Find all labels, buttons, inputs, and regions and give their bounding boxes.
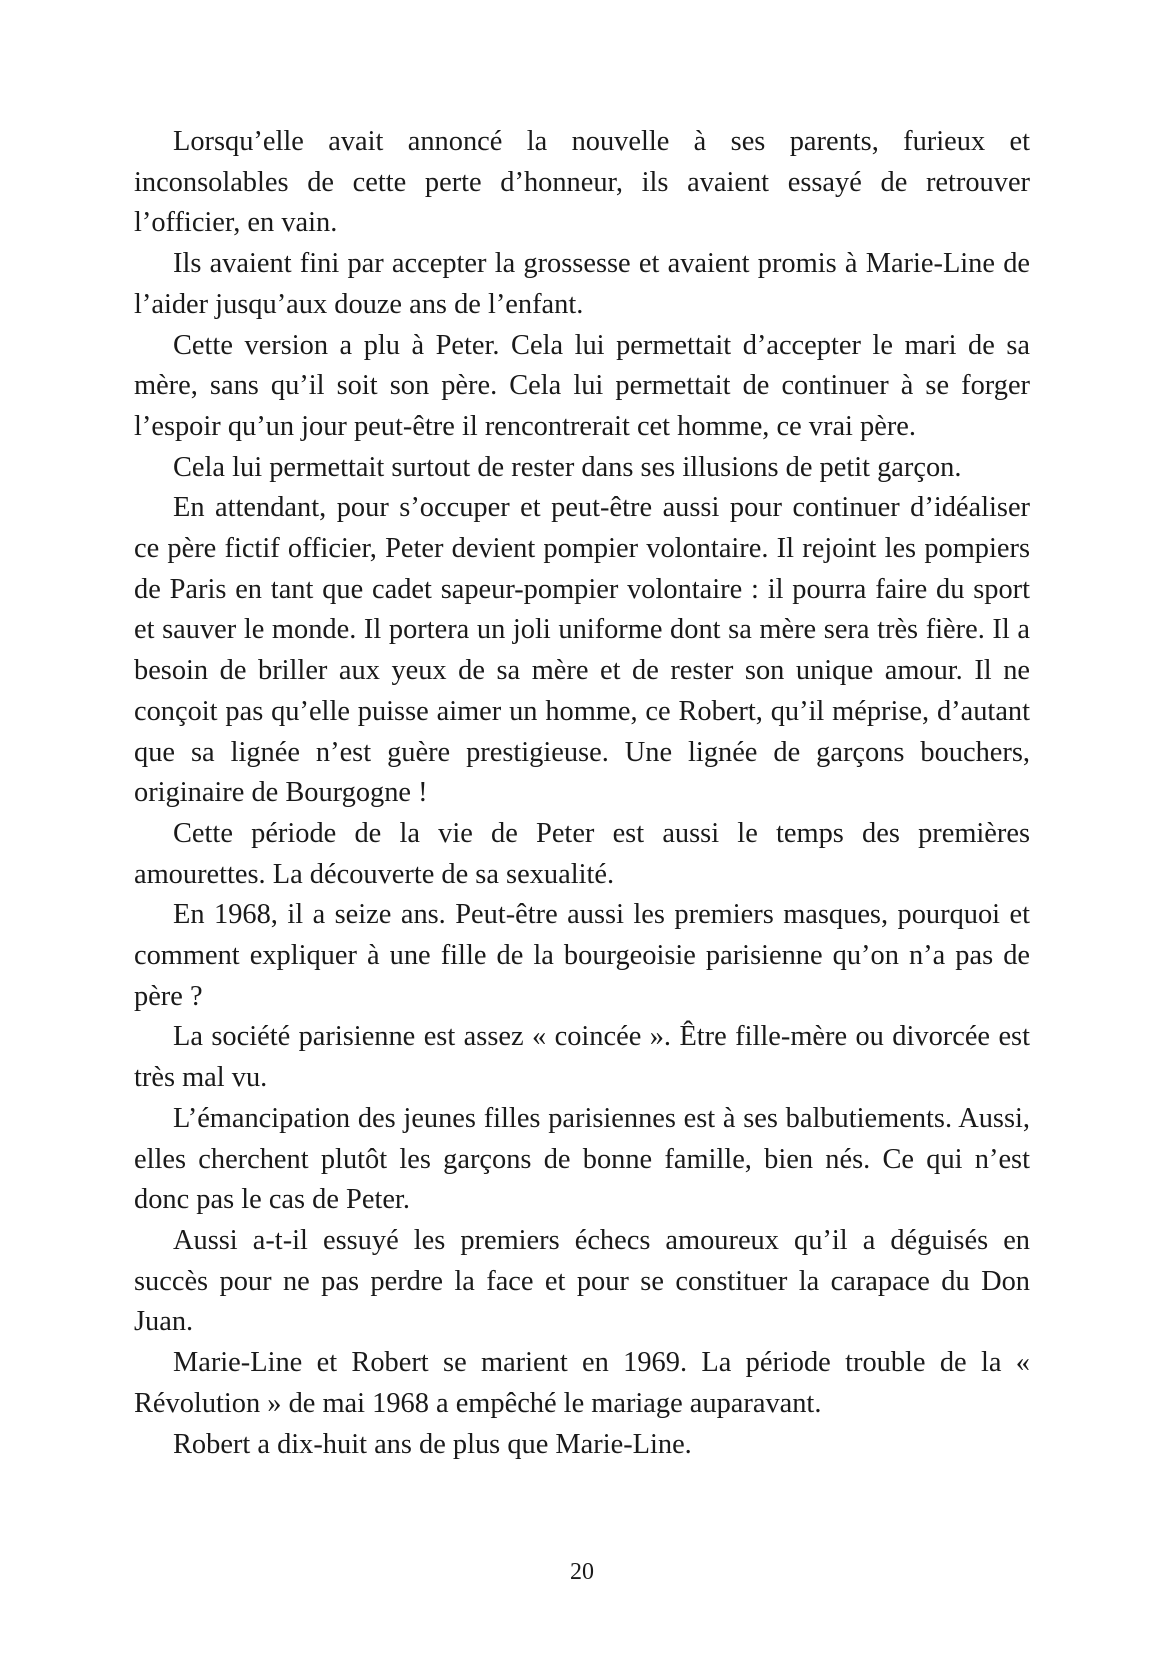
paragraph: Cela lui permettait surtout de rester dans ses illusions de petit garçon. [173, 451, 962, 483]
paragraph: La société parisienne est assez « coincée ». Être fille-mère ou divorcée est très mal vu. [134, 1021, 1030, 1094]
paragraph: Aussi a-t-il essuyé les premiers échecs amoureux qu’il a déguisés en succès pour ne pas perdre la face et pour se constituer la carapace du Don Juan. [134, 1224, 1030, 1338]
paragraph: Ils avaient fini par accepter la grossesse et avaient promis à Marie-Line de l’aider jusqu’aux douze ans de l’enfant. [134, 248, 1030, 320]
paragraph: Robert a dix-huit ans de plus que Marie-Line. [173, 1428, 692, 1460]
paragraph: Lorsqu’elle avait annoncé la nouvelle à ses parents, furieux et inconsolables de cette perte d’honneur, ils avaient essayé de retrouver l’officier, en vain. [134, 126, 1030, 239]
paragraph: Cette période de la vie de Peter est aussi le temps des premières amourettes. La découverte de sa sexualité. [134, 817, 1030, 890]
paragraph: En attendant, pour s’occuper et peut-être aussi pour continuer d’idéaliser ce père fictif officier, Peter devient pompier volontaire. Il rejoint les pompiers de Paris en tant que cadet sapeur-pompier volontaire : il pourra faire du sport et sauver le monde. Il portera un joli uniforme dont sa mère sera très fière. Il a besoin de briller aux yeux de sa mère et de rester son unique amour. Il ne conçoit pas qu’elle puisse aimer un homme, ce Robert, qu’il méprise, d’autant que sa lignée n’est guère prestigieuse. Une lignée de garçons bouchers, originaire de Bourgogne ! [134, 492, 1030, 809]
page-number: 20 [570, 1559, 594, 1585]
page-body [134, 122, 1030, 1465]
paragraph: L’émancipation des jeunes filles parisiennes est à ses balbutiements. Aussi, elles cherchent plutôt les garçons de bonne famille, bien nés. Ce qui n’est donc pas le cas de Peter. [134, 1102, 1030, 1216]
paragraph: Marie-Line et Robert se marient en 1969. La période trouble de la « Révolution » de mai 1968 a empêché le mariage auparavant. [134, 1347, 1030, 1419]
paragraph: Cette version a plu à Peter. Cela lui permettait d’accepter le mari de sa mère, sans qu’il soit son père. Cela lui permettait de continuer à se forger l’espoir qu’un jour peut-être il rencontrerait cet homme, ce vrai père. [134, 329, 1030, 442]
paragraph: En 1968, il a seize ans. Peut-être aussi les premiers masques, pourquoi et comment expliquer à une fille de la bourgeoisie parisienne qu’on n’a pas de père ? [134, 899, 1030, 1012]
